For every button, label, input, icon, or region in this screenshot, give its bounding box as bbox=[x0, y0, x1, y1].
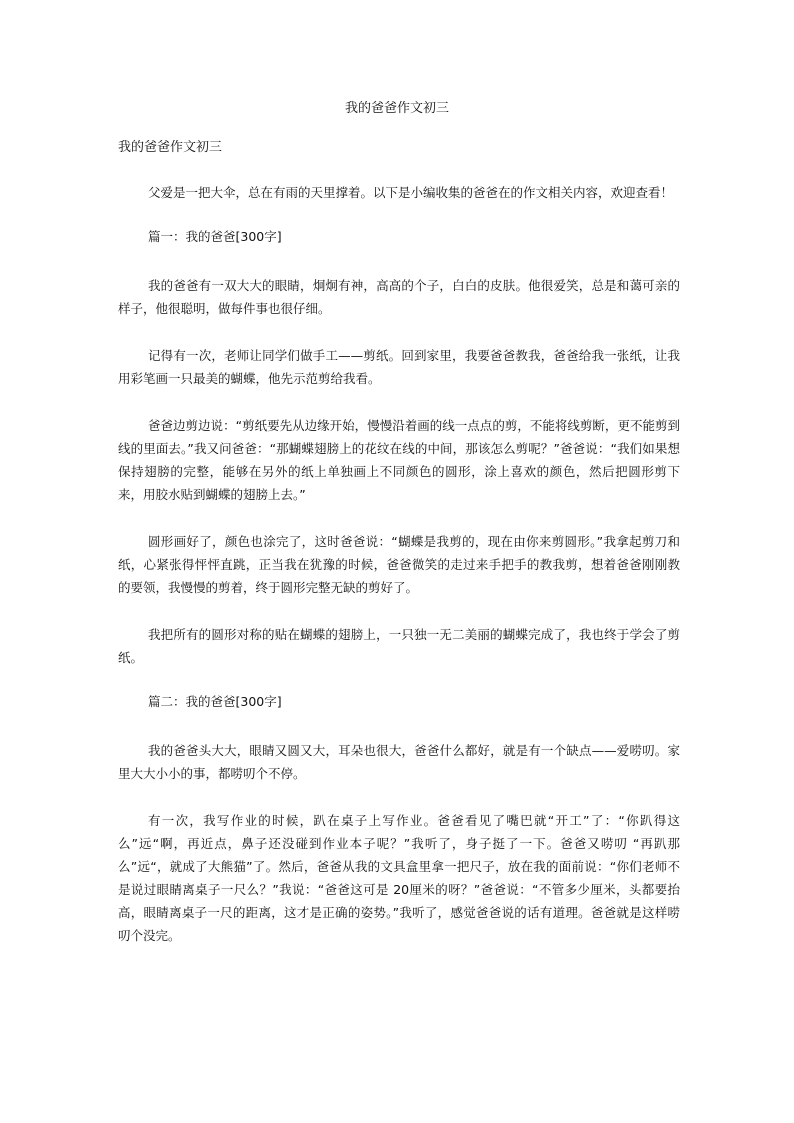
section-1-heading: 篇一：我的爸爸[300字] bbox=[148, 229, 282, 244]
section-2-paragraph-1: 我的爸爸头大大，眼睛又圆又大，耳朵也很大，爸爸什么都好，就是有一个缺点——爱唠叨。家里大大小小的事，都唠叨个不停。 bbox=[118, 743, 680, 781]
section-1-paragraph-4: 圆形画好了，颜色也涂完了，这时爸爸说：“蝴蝶是我剪的，现在由你来剪圆形。”我拿起剪刀和纸，心紧张得怦怦直跳，正当我在犹豫的时候，爸爸微笑的走过来手把手的教我剪，想着爸爸刚刚教的要领，我慢慢的剪着，终于圆形完整无缺的剪好了。 bbox=[118, 534, 680, 595]
section-1-paragraph-2: 记得有一次，老师让同学们做手工——剪纸。回到家里，我要爸爸教我，爸爸给我一张纸，让我用彩笔画一只最美的蝴蝶，他先示范剪给我看。 bbox=[118, 348, 680, 386]
section-1-paragraph-3: 爸爸边剪边说：“剪纸要先从边缘开始，慢慢沿着画的线一点点的剪，不能将线剪断，更不能剪到线的里面去。”我又问爸爸：“那蝴蝶翅膀上的花纹在线的中间，那该怎么剪呢？”爸爸说：“我们如果想保持翅膀的完整，能够在另外的纸上单独画上不同颜色的圆形，涂上喜欢的颜色，然后把圆形剪下来，用胶水贴到蝴蝶的翅膀上去。” bbox=[118, 418, 680, 502]
document-title: 我的爸爸作文初三 bbox=[344, 101, 449, 116]
section-1-paragraph-5: 我把所有的圆形对称的贴在蝴蝶的翅膀上，一只独一无二美丽的蝴蝶完成了，我也终于学会了剪纸。 bbox=[118, 627, 680, 665]
intro-paragraph: 父爱是一把大伞，总在有雨的天里撑着。以下是小编收集的爸爸在的作文相关内容，欢迎查看！ bbox=[148, 185, 674, 200]
section-1-paragraph-1: 我的爸爸有一双大大的眼睛，炯炯有神，高高的个子，白白的皮肤。他很爱笑，总是和蔼可亲的样子，他很聪明，做每件事也很仔细。 bbox=[118, 278, 680, 316]
section-2-paragraph-2: 有一次，我写作业的时候，趴在桌子上写作业。爸爸看见了嘴巴就“开工”了：“你趴得这么”远“啊，再近点，鼻子还没碰到作业本子呢？”我听了，身子挺了一下。爸爸又唠叨 “再趴那么”远“，就成了大熊猫”了。然后，爸爸从我的文具盒里拿一把尺子，放在我的面前说：“你们老师不是说过眼睛离桌子一尺么？”我说：“爸爸这可是 20厘米的呀？”爸爸说：“不管多少厘米，头都要抬高，眼睛离桌子一尺的距离，这才是正确的姿势。”我听了，感觉爸爸说的话有道理。爸爸就是这样唠叨个没完。 bbox=[118, 813, 680, 943]
section-2-heading: 篇二：我的爸爸[300字] bbox=[148, 694, 282, 709]
document-body bbox=[118, 139, 680, 971]
document-subtitle: 我的爸爸作文初三 bbox=[118, 140, 223, 155]
